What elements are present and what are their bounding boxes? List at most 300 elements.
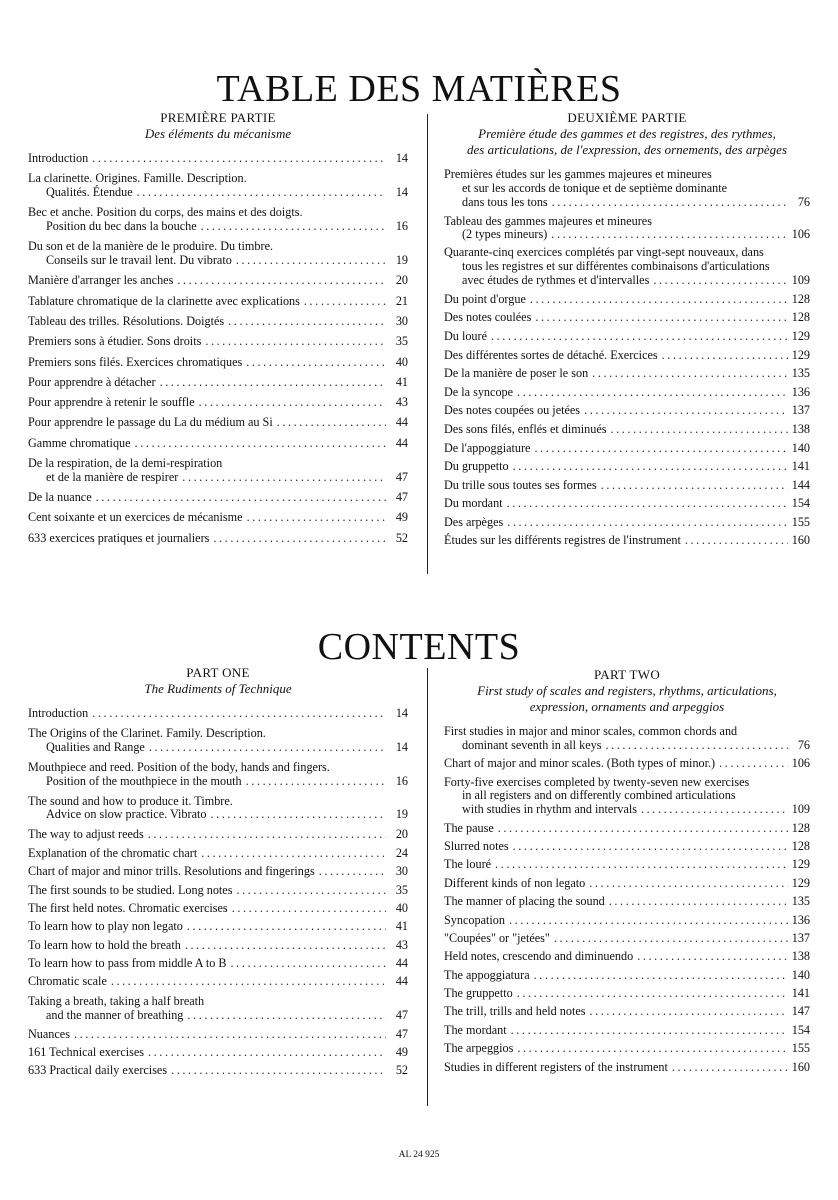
- toc-entry-leader-row: [28, 186, 408, 200]
- fr-part-two: [444, 110, 810, 548]
- page-number: 144: [791, 477, 810, 492]
- toc-entry-leader-row: [444, 386, 810, 400]
- toc-entry[interactable]: [444, 349, 810, 363]
- toc-entry-leader-row: [444, 330, 810, 344]
- dot-leader: [610, 423, 787, 437]
- toc-entry[interactable]: [28, 396, 408, 410]
- toc-entry-text: Des arpèges: [444, 515, 504, 529]
- toc-entry-leader-row: [28, 920, 408, 934]
- toc-entry[interactable]: [444, 246, 810, 287]
- toc-entry-text: dans tous les tons: [462, 194, 548, 209]
- toc-entry-leader-row: [444, 858, 810, 872]
- part-heading-block: [28, 110, 408, 142]
- toc-entry-leader-row: [444, 349, 810, 363]
- toc-entry[interactable]: [444, 534, 810, 548]
- dot-leader: [231, 957, 386, 971]
- toc-entry-text: The first sounds to be studied. Long notes: [28, 882, 233, 897]
- toc-entry-leader-row: [444, 293, 810, 307]
- toc-entry-text: Études sur les différents registres de l'instrument: [444, 533, 681, 548]
- part-title: PART ONE: [186, 665, 250, 680]
- dot-leader: [513, 840, 788, 854]
- page-number: 109: [791, 802, 810, 817]
- toc-entry[interactable]: [28, 152, 408, 166]
- toc-entry-text: Gamme chromatique: [28, 435, 131, 450]
- toc-entry[interactable]: [28, 828, 408, 842]
- page-number: 24: [395, 845, 408, 860]
- toc-entry-text: Explanation of the chromatic chart: [28, 845, 198, 860]
- dot-leader: [149, 741, 386, 755]
- toc-entry-text: Premiers sons filés. Exercices chromatiques: [28, 354, 243, 369]
- toc-entry-leader-row: [444, 274, 810, 288]
- toc-entry-leader-row: [28, 416, 408, 430]
- toc-entry-leader-row: [444, 914, 810, 928]
- dot-leader: [201, 220, 386, 234]
- toc-entry-leader-row: [28, 828, 408, 842]
- toc-entry-text: To learn how to play non legato: [28, 919, 183, 934]
- toc-entry-leader-row: [28, 356, 408, 370]
- toc-entry-text: Pour apprendre à retenir le souffle: [28, 395, 195, 410]
- toc-entry-text: Tableau des trilles. Résolutions. Doigtés: [28, 313, 225, 328]
- toc-entry-text: Syncopation: [444, 912, 505, 927]
- toc-entry-leader-row: [28, 865, 408, 879]
- dot-leader: [92, 707, 386, 721]
- toc-entry-leader-row: [444, 460, 810, 474]
- dot-leader: [511, 1024, 788, 1038]
- part-title: DEUXIÈME PARTIE: [567, 110, 687, 125]
- toc-entry-text: Des notes coulées: [444, 310, 532, 325]
- toc-entry-leader-row: [28, 1064, 408, 1078]
- toc-entry[interactable]: [444, 311, 810, 325]
- toc-entry[interactable]: [28, 172, 408, 200]
- toc-entry[interactable]: [444, 950, 810, 964]
- toc-entry[interactable]: [444, 840, 810, 854]
- toc-entry-leader-row: [444, 987, 810, 1001]
- dot-leader: [507, 497, 788, 511]
- toc-entry[interactable]: [444, 757, 810, 771]
- toc-entry-leader-row: [28, 511, 408, 525]
- dot-leader: [236, 884, 386, 898]
- fr-part-one: [28, 110, 408, 546]
- page-number: 154: [791, 496, 810, 511]
- dot-leader: [246, 775, 386, 789]
- toc-entry[interactable]: [444, 877, 810, 891]
- toc-entry[interactable]: [444, 442, 810, 456]
- toc-entry-leader-row: [28, 741, 408, 755]
- toc-entry-text: 633 exercices pratiques et journaliers: [28, 530, 210, 545]
- title-contents: CONTENTS: [317, 626, 521, 669]
- dot-leader: [135, 437, 386, 451]
- toc-entry-text: The appoggiatura: [444, 967, 530, 982]
- toc-entry-leader-row: [28, 335, 408, 349]
- toc-entry[interactable]: [28, 315, 408, 329]
- dot-leader: [228, 315, 386, 329]
- toc-entry-leader-row: [444, 311, 810, 325]
- toc-entry-text: Des différentes sortes de détaché. Exercices: [444, 347, 658, 362]
- dot-leader: [137, 186, 386, 200]
- toc-entry-text: The way to adjust reeds: [28, 827, 144, 842]
- toc-entry-leader-row: [444, 1005, 810, 1019]
- page-number: 47: [395, 1026, 408, 1041]
- toc-entry-text: Bec et anche. Position du corps, des mains et des doigts.: [28, 205, 303, 220]
- toc-entry-text: "Coupées" or "jetées": [444, 930, 550, 945]
- dot-leader: [507, 516, 788, 530]
- toc-entry-leader-row: [444, 803, 810, 817]
- page-number: 147: [791, 1004, 810, 1019]
- toc-entry[interactable]: [28, 491, 408, 505]
- toc-entry-text: The trill, trills and held notes: [444, 1004, 586, 1019]
- page-number: 129: [791, 347, 810, 362]
- toc-entry[interactable]: [28, 884, 408, 898]
- toc-entry-leader-row: [28, 295, 408, 309]
- toc-entry-leader-row: [28, 254, 408, 268]
- dot-leader: [160, 376, 386, 390]
- toc-entry[interactable]: [28, 865, 408, 879]
- toc-entry-text: Conseils sur le travail lent. Du vibrato: [46, 252, 232, 267]
- part-subtitle: des articulations, de l'expression, des ornements, des arpèges: [466, 142, 788, 157]
- page-number: 129: [791, 329, 810, 344]
- toc-entry-text: et de la manière de respirer: [46, 469, 179, 484]
- toc-entry[interactable]: [28, 920, 408, 934]
- page-number: 140: [791, 967, 810, 982]
- toc-entry-leader-row: [444, 932, 810, 946]
- toc-entry[interactable]: [28, 295, 408, 309]
- dot-leader: [111, 975, 386, 989]
- page-number: 52: [395, 530, 408, 545]
- toc-entry-leader-row: [28, 939, 408, 953]
- page-number: 155: [791, 1041, 810, 1056]
- page-number: 43: [395, 395, 408, 410]
- dot-leader: [148, 828, 386, 842]
- toc-entry-leader-row: [28, 975, 408, 989]
- part-title: PART TWO: [593, 667, 661, 682]
- dot-leader: [719, 757, 788, 771]
- toc-entry[interactable]: [444, 404, 810, 418]
- dot-leader: [171, 1064, 386, 1078]
- dot-leader: [609, 895, 788, 909]
- dot-leader: [517, 1042, 787, 1056]
- page-number: 47: [395, 469, 408, 484]
- dot-leader: [589, 877, 787, 891]
- toc-entry-list: [28, 152, 408, 546]
- page-number: 35: [395, 882, 408, 897]
- toc-entry[interactable]: [28, 356, 408, 370]
- toc-entry[interactable]: [28, 274, 408, 288]
- dot-leader: [601, 479, 788, 493]
- toc-entry[interactable]: [28, 939, 408, 953]
- toc-entry-list: [28, 707, 408, 1078]
- page-number: 14: [395, 706, 408, 720]
- title-table-des-matieres: TABLE DES MATIÈRES: [216, 68, 622, 111]
- toc-entry[interactable]: [28, 511, 408, 525]
- toc-entry[interactable]: [28, 957, 408, 971]
- page-number: 160: [791, 1059, 810, 1074]
- toc-entry-leader-row: [28, 532, 408, 546]
- toc-entry-text: tous les registres et sur différentes combinaisons d'articulations: [462, 259, 770, 274]
- catalog-number: AL 24 925: [398, 1150, 440, 1160]
- dot-leader: [685, 534, 788, 548]
- toc-entry[interactable]: [444, 725, 810, 753]
- toc-entry[interactable]: [444, 215, 810, 243]
- toc-entry-leader-row: [444, 969, 810, 983]
- dot-leader: [213, 532, 386, 546]
- toc-entry-text: Chromatic scale: [28, 974, 107, 989]
- toc-entry-text: et sur les accords de tonique et de septième dominante: [462, 180, 727, 195]
- toc-entry[interactable]: [28, 457, 408, 485]
- toc-entry[interactable]: [28, 847, 408, 861]
- toc-entry[interactable]: [28, 995, 408, 1023]
- dot-leader: [535, 311, 787, 325]
- toc-entry-leader-row: [444, 840, 810, 854]
- toc-entry-leader-row: [28, 274, 408, 288]
- toc-entry[interactable]: [444, 460, 810, 474]
- page-number: 141: [791, 459, 810, 474]
- toc-entry-text: Manière d'arranger les anches: [28, 273, 174, 288]
- toc-entry-leader-row: [28, 902, 408, 916]
- page-number: 160: [791, 533, 810, 548]
- toc-entry-text: Position of the mouthpiece in the mouth: [46, 773, 242, 788]
- page-number: 21: [395, 293, 408, 308]
- toc-entry-text: Du son et de la manière de le produire. Du timbre.: [28, 239, 274, 254]
- toc-entry-text: Position du bec dans la bouche: [46, 218, 197, 233]
- part-heading-block: [444, 667, 810, 715]
- toc-entry-text: 161 Technical exercises: [28, 1045, 145, 1060]
- dot-leader: [534, 969, 788, 983]
- page-number: 49: [395, 510, 408, 525]
- page-number: 44: [395, 956, 408, 971]
- toc-entry[interactable]: [28, 376, 408, 390]
- toc-entry[interactable]: [28, 727, 408, 755]
- dot-leader: [210, 808, 386, 822]
- toc-entry-text: De la respiration, de la demi-respiration: [28, 456, 223, 471]
- dot-leader: [495, 858, 788, 872]
- toc-entry-leader-row: [444, 479, 810, 493]
- toc-entry[interactable]: [28, 335, 408, 349]
- toc-entry[interactable]: [444, 479, 810, 493]
- toc-entry-text: with studies in rhythm and intervals: [462, 802, 638, 817]
- toc-entry[interactable]: [444, 987, 810, 1001]
- toc-entry[interactable]: [444, 969, 810, 983]
- toc-entry-text: To learn how to hold the breath: [28, 937, 181, 952]
- column-divider-bottom: [427, 668, 428, 1106]
- page-number: 35: [395, 334, 408, 349]
- toc-entry-text: Tableau des gammes majeures et mineures: [444, 213, 652, 228]
- toc-entry[interactable]: [28, 975, 408, 989]
- toc-entry-text: First studies in major and minor scales, common chords and: [444, 724, 738, 738]
- toc-entry-text: Chart of major and minor trills. Resolutions and fingerings: [28, 864, 315, 879]
- part-subtitle: Première étude des gammes et des registres, des rythmes,: [478, 126, 776, 141]
- toc-entry-leader-row: [444, 1024, 810, 1038]
- toc-entry-leader-row: [444, 423, 810, 437]
- toc-entry[interactable]: [444, 1042, 810, 1056]
- dot-leader: [592, 367, 788, 381]
- toc-entry[interactable]: [444, 932, 810, 946]
- toc-entry-text: Introduction: [28, 151, 89, 165]
- toc-entry[interactable]: [444, 168, 810, 209]
- toc-entry-text: (2 types mineurs): [462, 227, 548, 242]
- toc-entry[interactable]: [444, 330, 810, 344]
- toc-entry-leader-row: [444, 404, 810, 418]
- toc-entry[interactable]: [444, 497, 810, 511]
- dot-leader: [277, 416, 386, 430]
- toc-entry-leader-row: [444, 1042, 810, 1056]
- toc-entry[interactable]: [28, 437, 408, 451]
- toc-entry-leader-row: [28, 491, 408, 505]
- toc-entry-leader-row: [444, 822, 810, 836]
- toc-entry[interactable]: [444, 423, 810, 437]
- toc-entry[interactable]: [28, 707, 408, 721]
- toc-entry[interactable]: [28, 795, 408, 823]
- dot-leader: [304, 295, 386, 309]
- page-number: 129: [791, 875, 810, 890]
- page-number: 140: [791, 440, 810, 455]
- toc-entry-text: The Origins of the Clarinet. Family. Description.: [28, 725, 266, 740]
- toc-entry-text: dominant seventh in all keys: [462, 737, 602, 752]
- toc-entry-text: Advice on slow practice. Vibrato: [46, 807, 207, 822]
- toc-entry[interactable]: [444, 776, 810, 817]
- toc-entry-leader-row: [28, 376, 408, 390]
- toc-entry-text: Tablature chromatique de la clarinette avec explications: [28, 293, 300, 308]
- toc-entry-leader-row: [28, 1046, 408, 1060]
- part-subtitle: expression, ornaments and arpeggios: [529, 699, 725, 714]
- dot-leader: [232, 902, 386, 916]
- toc-entry-text: Mouthpiece and reed. Position of the body, hands and fingers.: [28, 759, 330, 774]
- toc-entry[interactable]: [444, 1061, 810, 1075]
- toc-entry-leader-row: [28, 808, 408, 822]
- toc-entry-text: Chart of major and minor scales. (Both types of minor.): [444, 756, 716, 771]
- dot-leader: [187, 1009, 386, 1023]
- toc-entry-text: and the manner of breathing: [46, 1008, 184, 1023]
- toc-entry-text: Des notes coupées ou jetées: [444, 403, 581, 418]
- page-number: 44: [395, 415, 408, 430]
- toc-entry-text: Du point d'orgue: [444, 291, 526, 306]
- toc-entry-text: Quarante-cinq exercices complétés par vingt-sept nouveaux, dans: [444, 245, 764, 260]
- dot-leader: [96, 491, 386, 505]
- page-number: 135: [791, 894, 810, 909]
- toc-entry[interactable]: [28, 902, 408, 916]
- toc-entry[interactable]: [444, 914, 810, 928]
- toc-entry[interactable]: [444, 516, 810, 530]
- toc-entry-leader-row: [444, 196, 810, 210]
- page-number: 14: [395, 184, 408, 199]
- dot-leader: [247, 511, 386, 525]
- toc-entry-text: Du mordant: [444, 496, 503, 511]
- toc-entry-text: avec études de rythmes et d'intervalles: [462, 272, 650, 287]
- dot-leader: [509, 914, 788, 928]
- toc-entry[interactable]: [444, 822, 810, 836]
- toc-entry-text: Du trille sous toutes ses formes: [444, 477, 597, 492]
- toc-entry-leader-row: [28, 957, 408, 971]
- toc-entry-text: Premières études sur les gammes majeures et mineures: [444, 167, 712, 181]
- toc-entry-text: To learn how to pass from middle A to B: [28, 956, 227, 971]
- toc-entry[interactable]: [444, 895, 810, 909]
- toc-entry[interactable]: [444, 1005, 810, 1019]
- page-number: 14: [395, 151, 408, 165]
- page-number: 16: [395, 773, 408, 788]
- toc-entry-text: Studies in different registers of the instrument: [444, 1059, 668, 1074]
- dot-leader: [92, 152, 386, 166]
- dot-leader: [662, 349, 788, 363]
- toc-entry[interactable]: [444, 293, 810, 307]
- page-number: 40: [395, 900, 408, 915]
- toc-entry[interactable]: [444, 386, 810, 400]
- toc-entry-text: 633 Practical daily exercises: [28, 1063, 168, 1078]
- dot-leader: [551, 228, 787, 242]
- page-number: 129: [791, 857, 810, 872]
- toc-entry[interactable]: [28, 761, 408, 789]
- toc-entry-text: De l'appoggiature: [444, 440, 531, 455]
- page-number: 40: [395, 354, 408, 369]
- part-subtitle: The Rudiments of Technique: [144, 681, 292, 696]
- dot-leader: [205, 335, 386, 349]
- toc-entry-text: The first held notes. Chromatic exercises: [28, 900, 228, 915]
- toc-entry-leader-row: [444, 442, 810, 456]
- toc-entry-text: De la manière de poser le son: [444, 366, 589, 381]
- dot-leader: [491, 330, 788, 344]
- page-number: 138: [791, 949, 810, 964]
- dot-leader: [517, 386, 788, 400]
- toc-entry-text: Du louré: [444, 329, 487, 344]
- dot-leader: [513, 460, 788, 474]
- page-number: 16: [395, 218, 408, 233]
- page-number: 52: [395, 1063, 408, 1078]
- toc-entry-text: De la nuance: [28, 490, 92, 505]
- dot-leader: [552, 196, 788, 210]
- toc-entry[interactable]: [28, 532, 408, 546]
- toc-entry[interactable]: [28, 416, 408, 430]
- dot-leader: [637, 950, 788, 964]
- toc-entry[interactable]: [444, 367, 810, 381]
- toc-entry-leader-row: [444, 877, 810, 891]
- toc-entry-leader-row: [444, 497, 810, 511]
- part-title: PREMIÈRE PARTIE: [160, 110, 276, 125]
- part-subtitle: First study of scales and registers, rhythms, articulations,: [477, 683, 777, 698]
- page-number: 19: [395, 807, 408, 822]
- toc-entry-leader-row: [28, 315, 408, 329]
- dot-leader: [589, 1005, 787, 1019]
- toc-entry[interactable]: [28, 1028, 408, 1042]
- toc-entry[interactable]: [444, 1024, 810, 1038]
- page-number: 128: [791, 838, 810, 853]
- toc-entry-text: The sound and how to produce it. Timbre.: [28, 793, 233, 808]
- dot-leader: [182, 471, 386, 485]
- dot-leader: [236, 254, 386, 268]
- page-number: 44: [395, 435, 408, 450]
- page-number: 41: [395, 374, 408, 389]
- toc-entry-text: Qualités. Étendue: [46, 184, 133, 199]
- toc-entry-text: The pause: [444, 820, 494, 835]
- toc-entry-leader-row: [444, 1061, 810, 1075]
- toc-entry[interactable]: [28, 206, 408, 234]
- toc-entry-text: Nuances: [28, 1026, 70, 1041]
- toc-entry-leader-row: [28, 437, 408, 451]
- toc-entry-text: Taking a breath, taking a half breath: [28, 994, 205, 1009]
- toc-entry-text: Forty-five exercises completed by twenty-seven new exercises: [444, 774, 750, 789]
- toc-entry[interactable]: [28, 1046, 408, 1060]
- page-number: 154: [791, 1022, 810, 1037]
- toc-entry-text: Pour apprendre le passage du La du médium au Si: [28, 415, 273, 430]
- page-number: 138: [791, 421, 810, 436]
- toc-entry[interactable]: [28, 1064, 408, 1078]
- toc-entry[interactable]: [444, 858, 810, 872]
- toc-entry-text: Premiers sons à étudier. Sons droits: [28, 334, 202, 349]
- page-number: 30: [395, 313, 408, 328]
- toc-entry-leader-row: [28, 152, 408, 166]
- toc-entry[interactable]: [28, 240, 408, 268]
- dot-leader: [498, 822, 788, 836]
- dot-leader: [530, 293, 788, 307]
- toc-entry-list: [444, 725, 810, 1074]
- toc-entry-text: Slurred notes: [444, 838, 509, 853]
